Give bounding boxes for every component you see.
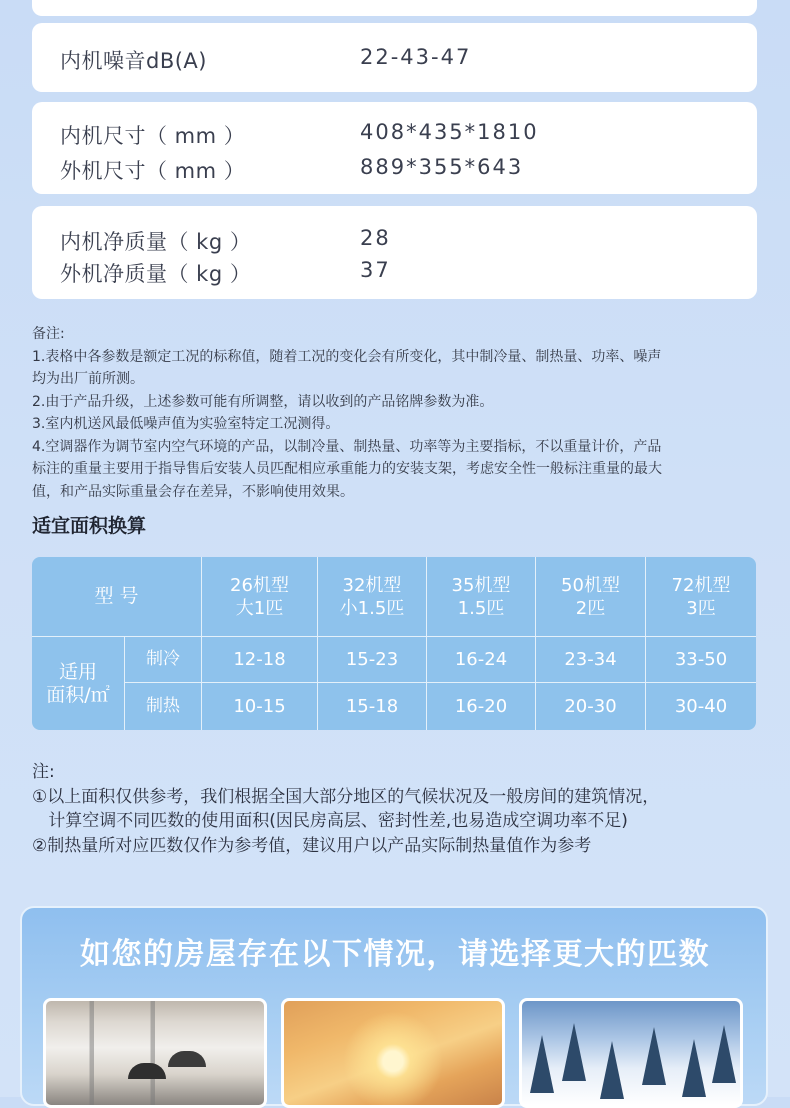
table-cell: [318, 683, 427, 730]
model-name: 26机型: [230, 574, 289, 596]
table-cell: [646, 683, 756, 730]
snow-tree: [600, 1041, 624, 1099]
indoor-size-label: 内机尺寸（ mm ）: [60, 124, 246, 148]
area-value: 15-18: [345, 696, 399, 717]
remarks-line: 均为出厂前所测。: [32, 371, 144, 387]
table-cell: [646, 637, 756, 683]
model-capacity: 1.5匹: [457, 597, 505, 619]
remarks-line: 标注的重量主要用于指导售后安装人员匹配相应承重能力的安装支架，考虑安全性一般标注重量的最大: [32, 461, 662, 477]
outdoor-weight-value: 37: [360, 258, 391, 282]
mode-label: 制热: [146, 696, 180, 716]
snow-tree: [642, 1027, 666, 1085]
noise-label: 内机噪音dB(A): [60, 49, 207, 73]
model-header-label: 型 号: [94, 585, 139, 607]
remarks-line: 值，和产品实际重量会存在差异，不影响使用效果。: [32, 483, 354, 500]
model-col-26: [202, 557, 318, 637]
spec-card-size: [32, 102, 757, 194]
area-value: 30-40: [674, 696, 728, 717]
notes-line: 计算空调不同匹数的使用面积(因民房高层、密封性差,也易造成空调功率不足): [32, 811, 628, 831]
area-value: 15-23: [345, 649, 399, 670]
desert-sun-photo: [281, 998, 505, 1108]
indoor-weight-value: 28: [360, 226, 391, 250]
notes-line: ②制热量所对应匹数仅作为参考值，建议用户以产品实际制热量值作为参考: [32, 835, 592, 856]
model-name: 35机型: [451, 574, 511, 596]
model-col-35: [427, 557, 536, 637]
area-table: [32, 557, 756, 730]
table-cell: [427, 637, 536, 683]
remarks-title: 备注:: [32, 326, 65, 342]
model-col-32: [318, 557, 427, 637]
remarks-line: 4.空调器作为调节室内空气环境的产品，以制冷量、制热量、功率等为主要指标，不以重量计价，产品: [32, 438, 662, 455]
room-photo: [43, 998, 267, 1108]
model-col-72: [646, 557, 756, 637]
model-col-50: [536, 557, 646, 637]
indoor-size-value: 408*435*1810: [360, 120, 539, 144]
outdoor-weight-label: 外机净质量（ kg ）: [60, 262, 252, 286]
snow-tree: [712, 1025, 736, 1083]
area-value: 33-50: [674, 649, 728, 670]
model-name: 72机型: [671, 574, 731, 596]
table-cell: [536, 683, 646, 730]
snow-forest-photo: [519, 998, 743, 1108]
banner-title: 如您的房屋存在以下情况，请选择更大的匹数: [80, 937, 710, 972]
area-section-title: 适宜面积换算: [32, 515, 147, 537]
model-capacity: 3匹: [686, 597, 716, 619]
notes-line: ①以上面积仅供参考，我们根据全国大部分地区的气候状况及一般房间的建筑情况，: [32, 786, 660, 807]
pendant-lamp: [128, 1063, 166, 1079]
remarks-block: [32, 323, 762, 503]
table-cell: [318, 637, 427, 683]
area-value: 16-24: [454, 649, 508, 670]
mode-label: 制冷: [146, 649, 180, 669]
remarks-line: 2.由于产品升级，上述参数可能有所调整，请以收到的产品铭牌参数为准。: [32, 393, 494, 410]
snow-tree: [682, 1039, 706, 1097]
model-name: 50机型: [561, 574, 620, 596]
model-capacity: 小1.5匹: [339, 597, 405, 619]
table-cell: [202, 683, 318, 730]
snow-tree: [530, 1035, 554, 1093]
indoor-weight-label: 内机净质量（ kg ）: [60, 230, 252, 254]
mode-cell-heating: [125, 683, 202, 730]
area-group-label: 适用: [58, 660, 97, 683]
model-header-cell: [32, 557, 202, 637]
area-group-unit: 面积/㎡: [46, 683, 110, 706]
area-value: 23-34: [564, 649, 617, 670]
model-capacity: 大1匹: [235, 597, 284, 619]
area-notes: [32, 760, 772, 858]
spec-card-noise: [32, 23, 757, 92]
table-cell: [536, 637, 646, 683]
model-name: 32机型: [342, 574, 402, 596]
area-value: 16-20: [454, 696, 508, 717]
pendant-lamp: [168, 1051, 206, 1067]
area-value: 12-18: [233, 649, 286, 670]
outdoor-size-value: 889*355*643: [360, 155, 524, 179]
table-cell: [427, 683, 536, 730]
remarks-line: 1.表格中各参数是额定工况的标称值，随着工况的变化会有所变化，其中制冷量、制热量、功率、噪声: [32, 348, 662, 365]
spec-card-weight: [32, 206, 757, 299]
outdoor-size-label: 外机尺寸（ mm ）: [60, 159, 246, 183]
remarks-line: 3.室内机送风最低噪声值为实验室特定工况测得。: [32, 416, 340, 432]
notes-title: 注:: [32, 762, 55, 782]
table-cell: [202, 637, 318, 683]
model-capacity: 2匹: [575, 597, 606, 619]
area-value: 10-15: [233, 696, 286, 717]
area-value: 20-30: [564, 696, 617, 717]
spec-card-top-partial: [32, 0, 757, 16]
mode-cell-cooling: [125, 637, 202, 683]
snow-tree: [562, 1023, 586, 1081]
area-group-cell: [32, 637, 125, 730]
noise-value: 22-43-47: [360, 45, 472, 69]
